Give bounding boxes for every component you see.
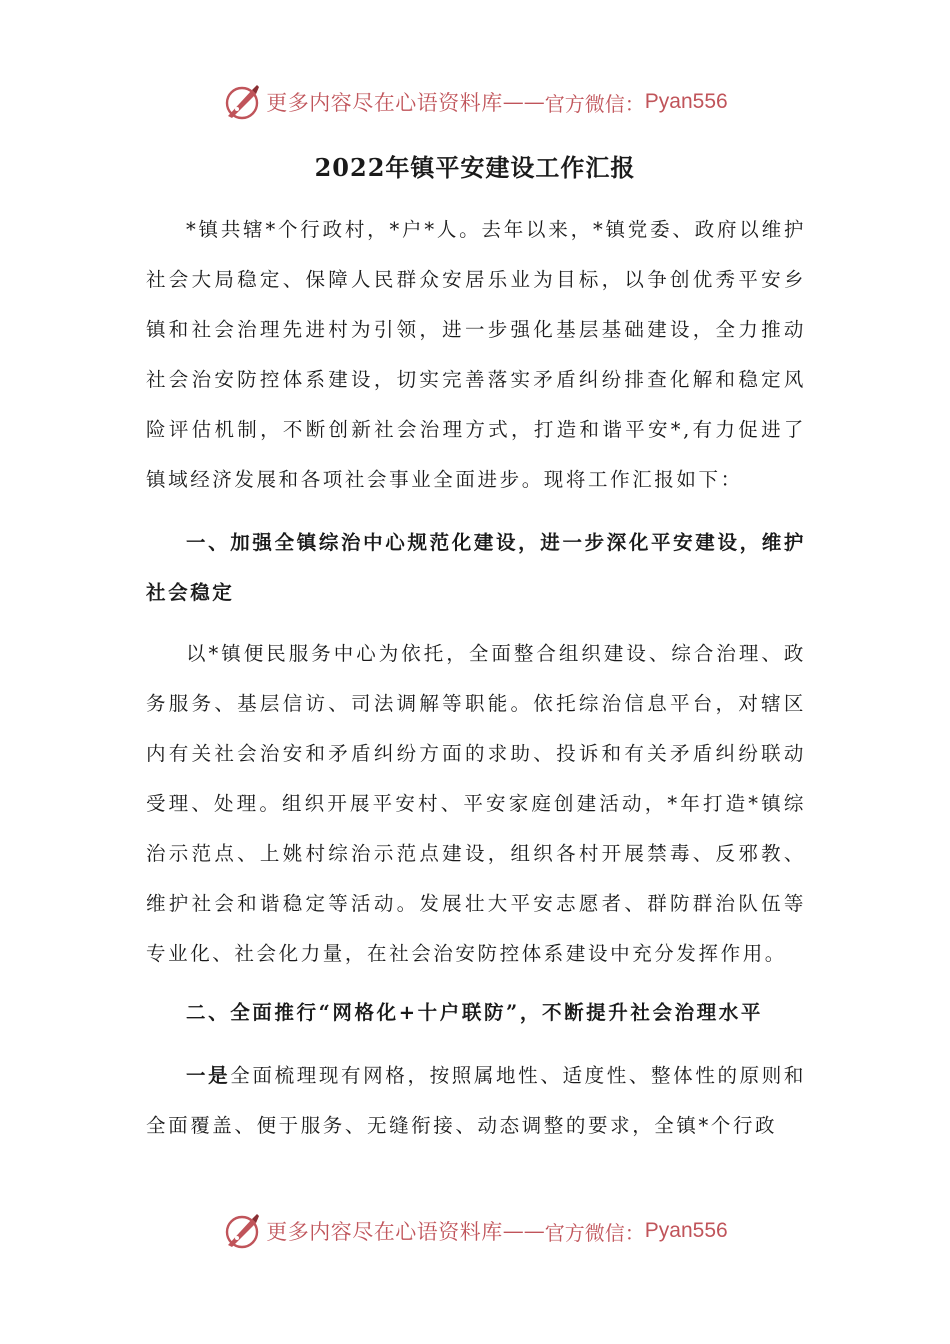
section-2-lead: 一是 xyxy=(186,1064,231,1087)
banner-wechat-label: 官方微信： xyxy=(544,1220,645,1245)
pen-logo-icon xyxy=(222,82,262,122)
banner-text: 更多内容尽在心语资料库 xyxy=(266,91,503,115)
pen-logo-icon xyxy=(222,1211,262,1251)
document-title: 2022年镇平安建设工作汇报 xyxy=(314,153,636,182)
section-2-body xyxy=(146,1051,806,1151)
section-2-heading: 二、全面推行“网格化+十户联防”，不断提升社会治理水平 xyxy=(186,1001,763,1024)
intro-paragraph: *镇共辖*个行政村，*户*人。去年以来，*镇党委、政府以维护社会大局稳定、保障人民群众安居乐业为目标，以争创优秀平安乡镇和社会治理先进村为引领，进一步强化基层基础建设，全力推动社会治安防控体系建设，切实完善落实矛盾纠纷排查化解和稳定风险评估机制，不断创新社会治理方式，打造和谐平安*,有力促进了镇域经济发展和各项社会事业全面进步。现将工作汇报如下： xyxy=(146,218,806,491)
header-watermark-banner xyxy=(0,80,950,124)
banner-wechat-id: Pyan556 xyxy=(644,1219,728,1242)
section-1-body: 以*镇便民服务中心为依托，全面整合组织建设、综合治理、政务服务、基层信访、司法调解等职能。依托综治信息平台，对辖区内有关社会治安和矛盾纠纷方面的求助、投诉和有关矛盾纠纷联动受理、处理。组织开展平安村、平安家庭创建活动，*年打造*镇综治示范点、上姚村综治示范点建设，组织各村开展禁毒、反邪教、维护社会和谐稳定等活动。发展壮大平安志愿者、群防群治队伍等专业化、社会化力量，在社会治安防控体系建设中充分发挥作用。 xyxy=(146,642,806,965)
footer-watermark-banner xyxy=(0,1209,950,1253)
banner-dash: —— xyxy=(502,1219,545,1243)
banner-text: 更多内容尽在心语资料库 xyxy=(266,1220,503,1244)
banner-wechat-label: 官方微信： xyxy=(544,91,645,116)
section-1-heading: 一、加强全镇综治中心规范化建设，进一步深化平安建设，维护社会稳定 xyxy=(146,531,806,604)
banner-dash: —— xyxy=(502,90,545,114)
banner-wechat-id: Pyan556 xyxy=(644,90,728,113)
section-2-text: 全面梳理现有网格，按照属地性、适度性、整体性的原则和全面覆盖、便于服务、无缝衔接、动态调整的要求，全镇*个行政 xyxy=(146,1064,806,1137)
